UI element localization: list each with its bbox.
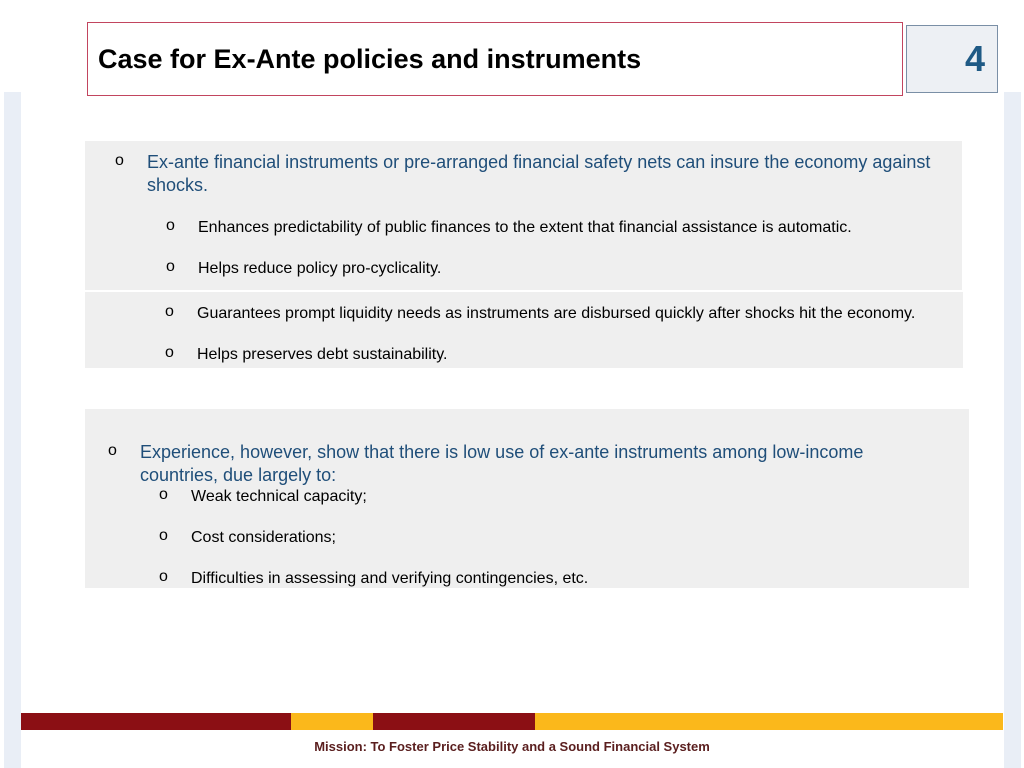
bullet-marker: o (159, 527, 168, 544)
section1-sub-point: Helps reduce policy pro-cyclicality. (198, 260, 442, 277)
bullet-marker: o (115, 152, 124, 169)
footer-bar-gold (291, 713, 373, 730)
section2-sub-point: Weak technical capacity; (191, 488, 367, 505)
section1-main-point: Ex-ante financial instruments or pre-arranged financial safety nets can insure the economy against shocks. (147, 152, 931, 195)
footer-bar-red (21, 713, 291, 730)
section1-sub-point: Enhances predictability of public finances to the extent that financial assistance is automatic. (198, 219, 852, 236)
title-box (87, 22, 903, 96)
left-side-stripe (4, 92, 21, 768)
page-number: 4 (964, 38, 985, 79)
section1-sub-point: Guarantees prompt liquidity needs as instruments are disbursed quickly after shocks hit the economy. (197, 305, 916, 322)
bullet-marker: o (159, 568, 168, 585)
right-side-stripe (1004, 92, 1021, 768)
bullet-marker: o (108, 442, 117, 459)
slide-title: Case for Ex-Ante policies and instruments (98, 43, 642, 74)
footer-bar-red (373, 713, 535, 730)
section1-sub-point: Helps preserves debt sustainability. (197, 346, 448, 363)
bullet-marker: o (166, 258, 175, 275)
section2-sub-point: Cost considerations; (191, 529, 336, 546)
footer-bar-gold (535, 713, 1003, 730)
bullet-marker: o (165, 344, 174, 361)
bullet-marker: o (166, 217, 175, 234)
bullet-marker: o (159, 486, 168, 503)
section2-sub-point: Difficulties in assessing and verifying contingencies, etc. (191, 570, 589, 587)
mission-statement: Mission: To Foster Price Stability and a Sound Financial System (314, 739, 710, 754)
page-number-box (906, 25, 998, 93)
bullet-marker: o (165, 303, 174, 320)
section2-main-point: Experience, however, show that there is low use of ex-ante instruments among low-income countries, due largely to: (140, 442, 864, 485)
